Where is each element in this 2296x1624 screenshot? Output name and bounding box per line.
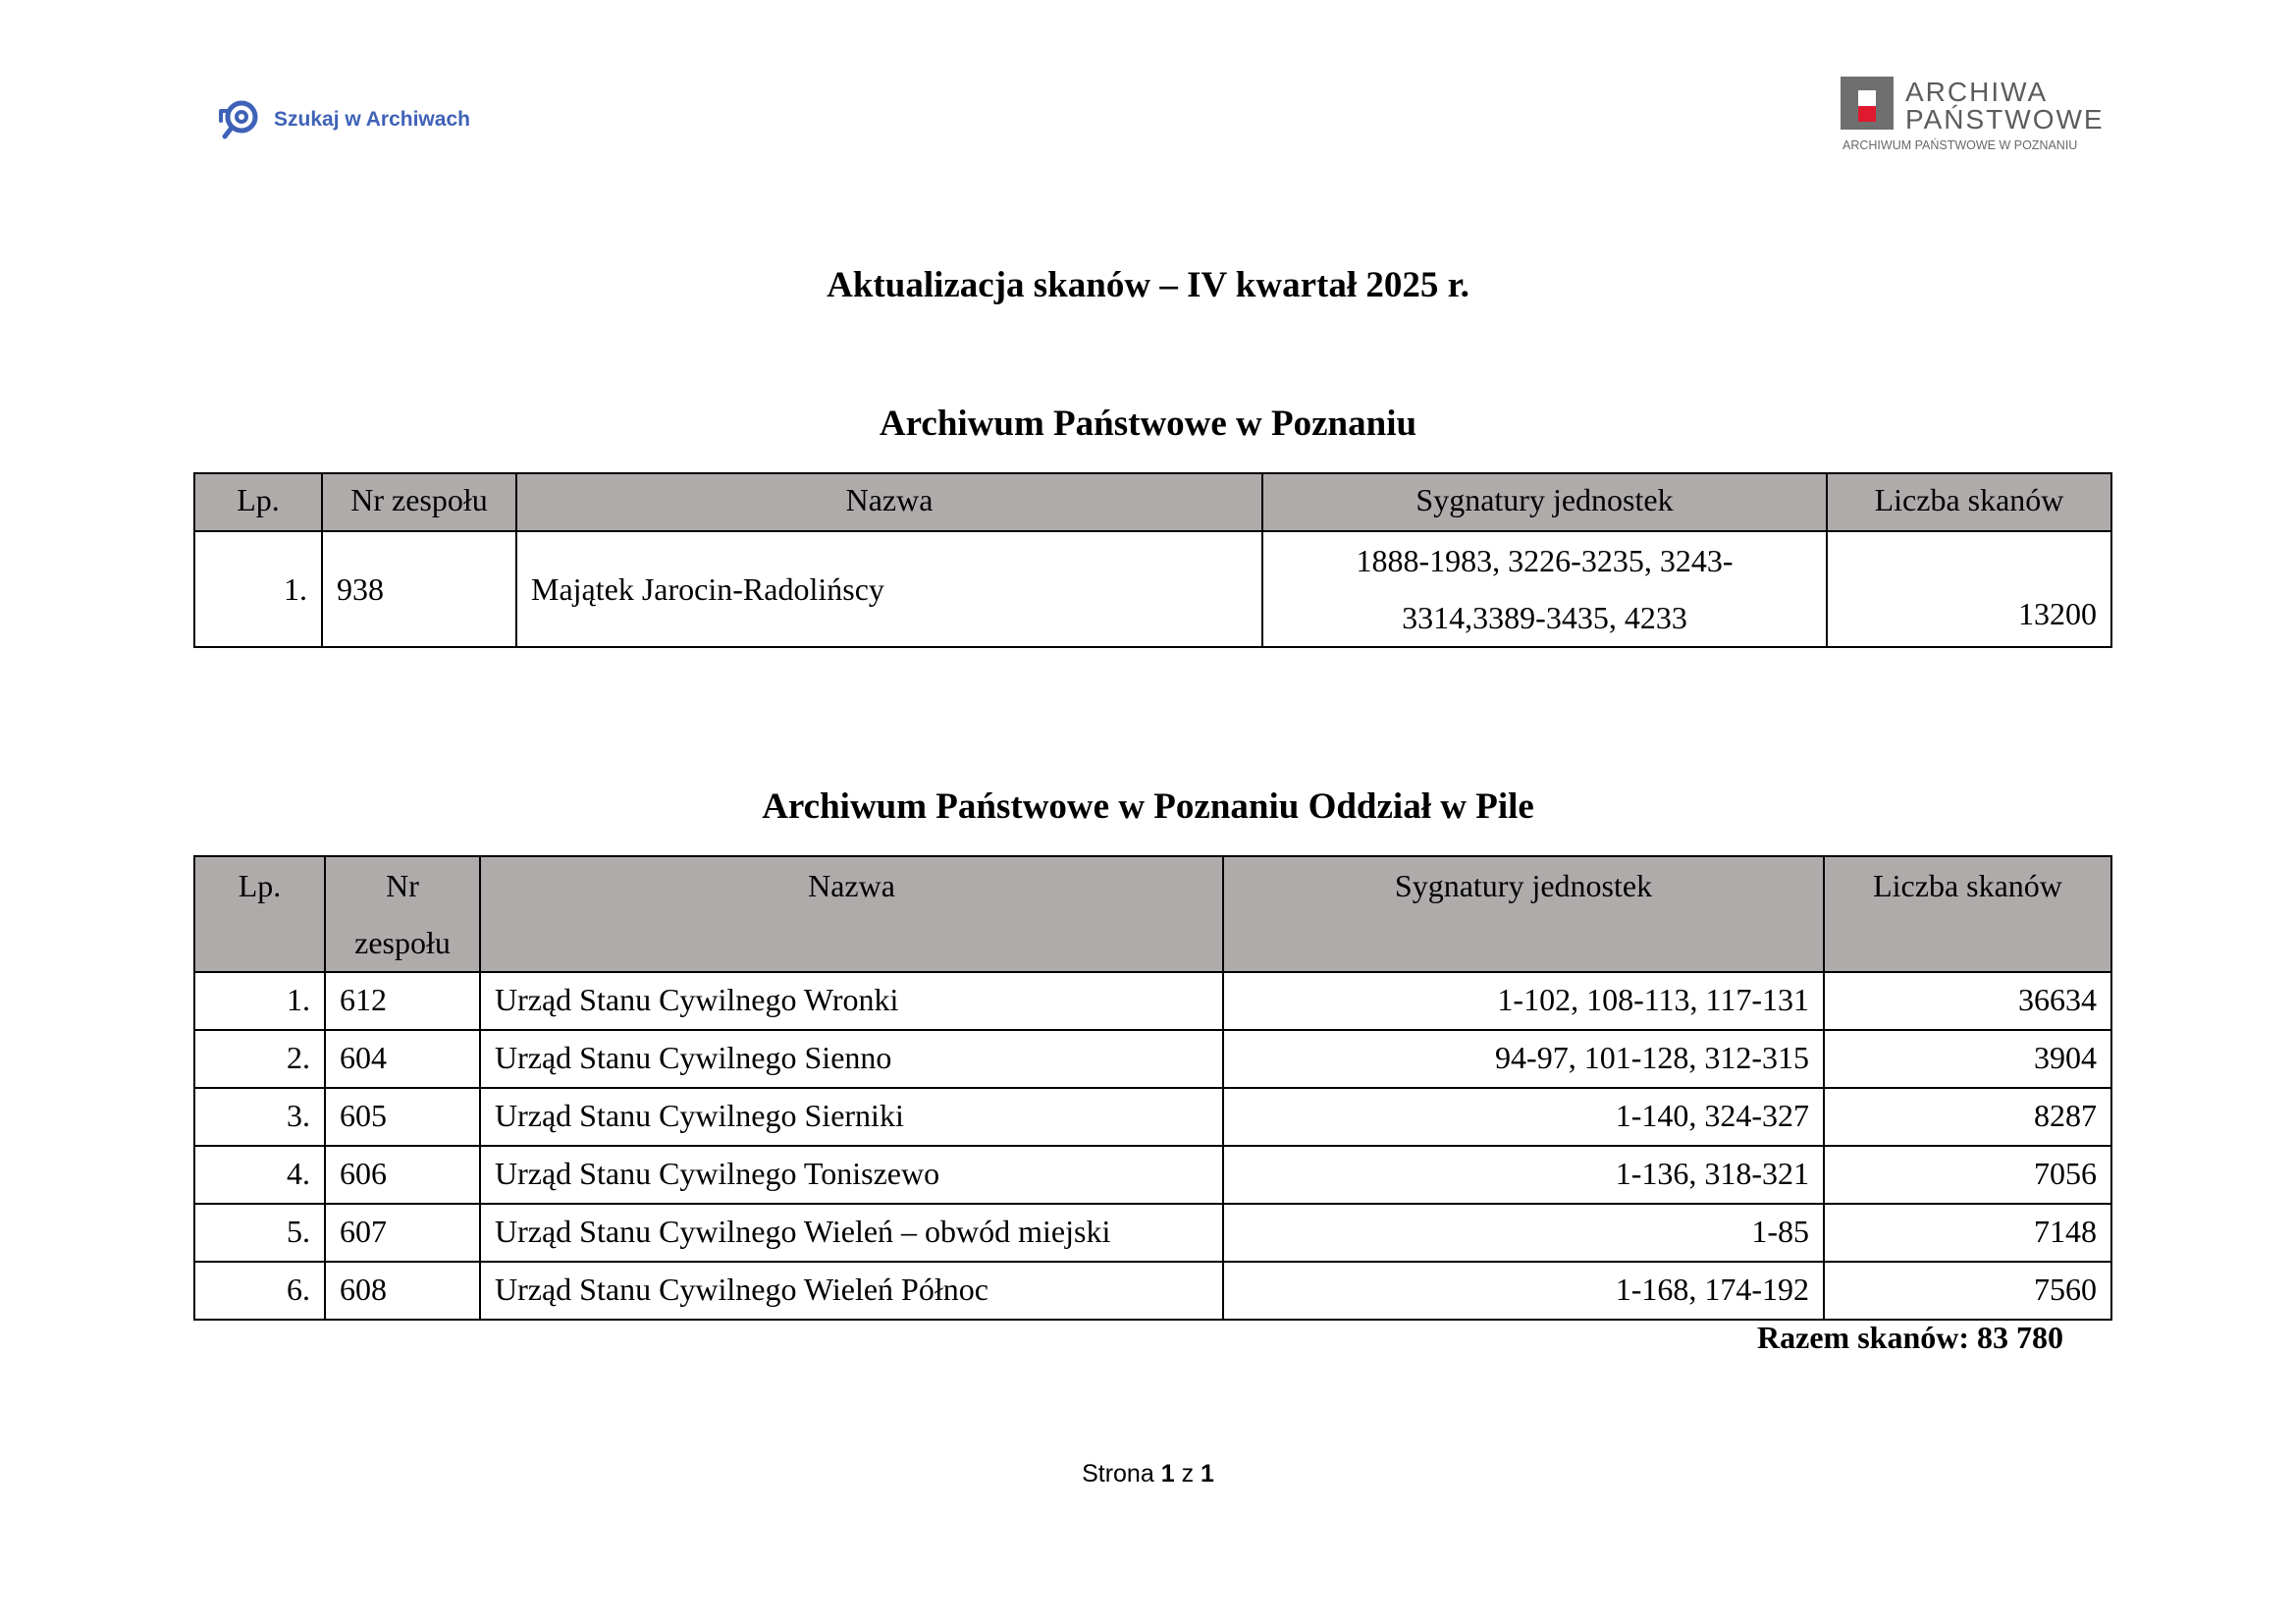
- logo-right-line1: ARCHIWA: [1905, 77, 2049, 107]
- table-header-row: [194, 856, 2111, 972]
- footer-sep: z: [1181, 1460, 1195, 1488]
- cell-nazwa: Urząd Stanu Cywilnego Wieleń – obwód miejski: [480, 1204, 1223, 1262]
- cell-nazwa: Majątek Jarocin-Radolińscy: [516, 531, 1262, 647]
- col-header-liczba: Liczba skanów: [1824, 856, 2111, 972]
- col-header-lp: Lp.: [194, 856, 325, 972]
- cell-nr: 938: [322, 531, 516, 647]
- cell-sygnatury: 1-85: [1223, 1204, 1824, 1262]
- col-header-nr-line2: zespołu: [354, 925, 451, 960]
- col-header-nr: [325, 856, 480, 972]
- col-header-nazwa: Nazwa: [516, 473, 1262, 531]
- page-footer: [0, 1460, 2296, 1489]
- cell-nazwa: Urząd Stanu Cywilnego Sienno: [480, 1030, 1223, 1088]
- search-archive-icon: [215, 95, 264, 144]
- cell-lp: 1.: [194, 531, 322, 647]
- cell-liczba: 7056: [1824, 1146, 2111, 1204]
- cell-nazwa: Urząd Stanu Cywilnego Sierniki: [480, 1088, 1223, 1146]
- cell-sygnatury: 1-168, 174-192: [1223, 1262, 1824, 1320]
- cell-sygnatury: 1-102, 108-113, 117-131: [1223, 972, 1824, 1030]
- sygnatury-line2: 3314,3389-3435, 4233: [1402, 600, 1687, 635]
- cell-lp: 5.: [194, 1204, 325, 1262]
- cell-nr: 607: [325, 1204, 480, 1262]
- col-header-sygnatury: Sygnatury jednostek: [1223, 856, 1824, 972]
- section1-title: Archiwum Państwowe w Poznaniu: [879, 404, 1417, 444]
- col-header-sygnatury: Sygnatury jednostek: [1262, 473, 1827, 531]
- table-row: [194, 972, 2111, 1030]
- cell-nr: 604: [325, 1030, 480, 1088]
- cell-lp: 1.: [194, 972, 325, 1030]
- cell-nr: 605: [325, 1088, 480, 1146]
- cell-lp: 6.: [194, 1262, 325, 1320]
- table-row: [194, 1030, 2111, 1088]
- col-header-nr: Nr zespołu: [322, 473, 516, 531]
- cell-liczba: 3904: [1824, 1030, 2111, 1088]
- col-header-liczba: Liczba skanów: [1827, 473, 2111, 531]
- section2-table: [193, 855, 2112, 1321]
- cell-nazwa: Urząd Stanu Cywilnego Wieleń Północ: [480, 1262, 1223, 1320]
- section2-title: Archiwum Państwowe w Poznaniu Oddział w Pile: [762, 786, 1534, 827]
- cell-sygnatury: 94-97, 101-128, 312-315: [1223, 1030, 1824, 1088]
- table-row: [194, 531, 2111, 647]
- col-header-nazwa: Nazwa: [480, 856, 1223, 972]
- cell-sygnatury: 1-136, 318-321: [1223, 1146, 1824, 1204]
- cell-liczba: 8287: [1824, 1088, 2111, 1146]
- cell-liczba: 13200: [1827, 531, 2111, 647]
- cell-nr: 608: [325, 1262, 480, 1320]
- cell-lp: 2.: [194, 1030, 325, 1088]
- cell-sygnatury: [1262, 531, 1827, 647]
- sygnatury-line1: 1888-1983, 3226-3235, 3243-: [1356, 543, 1734, 578]
- cell-nr: 606: [325, 1146, 480, 1204]
- cell-nazwa: Urząd Stanu Cywilnego Wronki: [480, 972, 1223, 1030]
- cell-lp: 3.: [194, 1088, 325, 1146]
- table-header-row: [194, 473, 2111, 531]
- cell-nr: 612: [325, 972, 480, 1030]
- footer-total-pages: 1: [1201, 1460, 1214, 1488]
- cell-sygnatury: 1-140, 324-327: [1223, 1088, 1824, 1146]
- table-row: [194, 1262, 2111, 1320]
- total-scans: Razem skanów: 83 780: [1757, 1320, 2063, 1355]
- szukaj-w-archiwach-logo: [215, 95, 470, 144]
- cell-liczba: 36634: [1824, 972, 2111, 1030]
- logo-right-line2: PAŃSTWOWE: [1905, 104, 2105, 135]
- cell-liczba: 7148: [1824, 1204, 2111, 1262]
- table-row: [194, 1146, 2111, 1204]
- archiwa-logo-mark: [1841, 77, 1894, 130]
- col-header-lp: Lp.: [194, 473, 322, 531]
- cell-lp: 4.: [194, 1146, 325, 1204]
- page-title: Aktualizacja skanów – IV kwartał 2025 r.: [827, 265, 1469, 305]
- logo-right-subtitle: ARCHIWUM PAŃSTWOWE W POZNANIU: [1842, 138, 2078, 152]
- cell-nazwa: Urząd Stanu Cywilnego Toniszewo: [480, 1146, 1223, 1204]
- table-row: [194, 1088, 2111, 1146]
- logo-left-text: Szukaj w Archiwach: [274, 108, 470, 131]
- footer-prefix: Strona: [1082, 1460, 1154, 1488]
- cell-liczba: 7560: [1824, 1262, 2111, 1320]
- footer-page-number: 1: [1160, 1460, 1175, 1488]
- section1-table: [193, 472, 2112, 648]
- col-header-nr-line1: Nr: [386, 868, 419, 903]
- table-row: [194, 1204, 2111, 1262]
